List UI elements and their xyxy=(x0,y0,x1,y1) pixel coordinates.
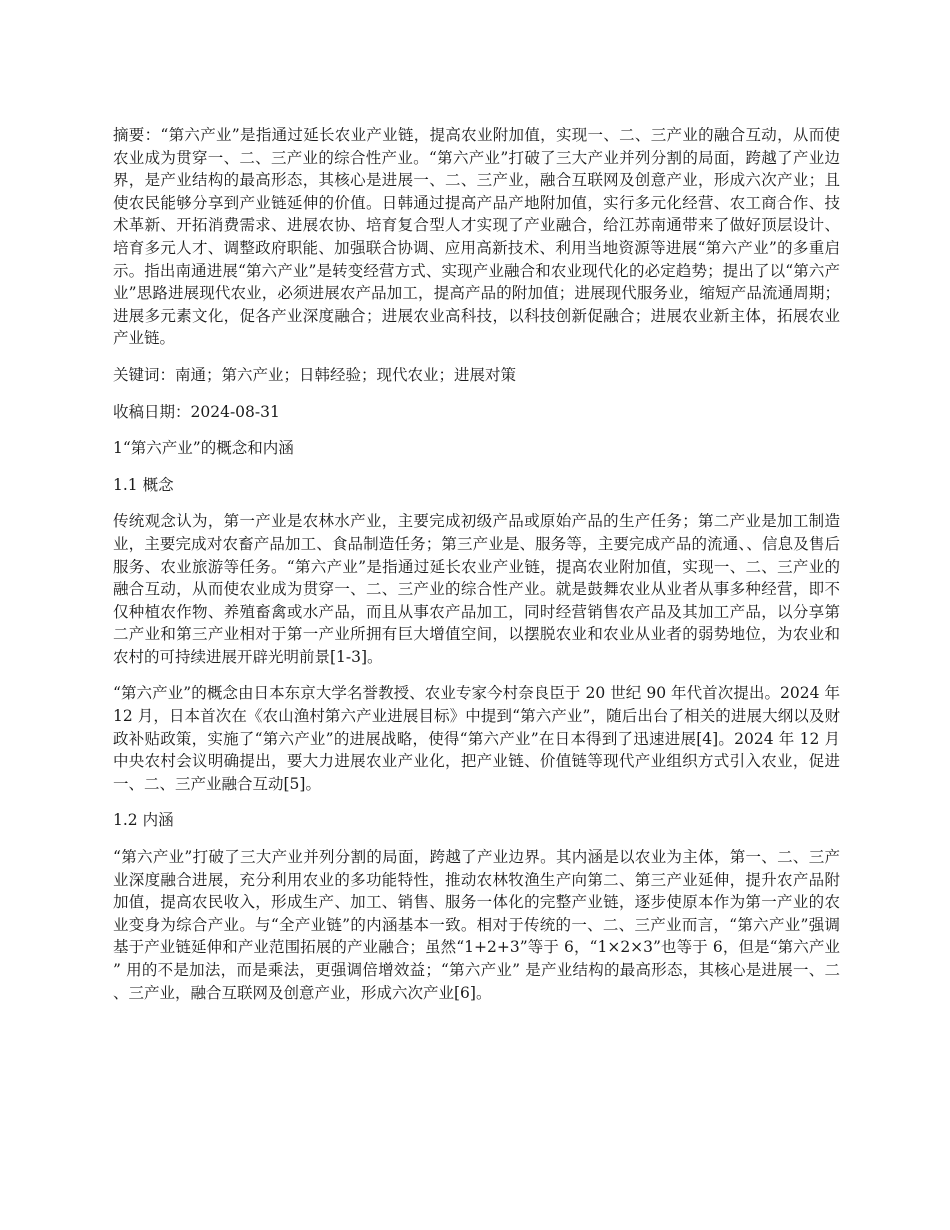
abstract-paragraph: 摘要：“第六产业”是指通过延长农业产业链，提高农业附加值，实现一、二、三产业的融合互动，从而使农业成为贯穿一、二、三产业的综合性产业。“第六产业”打破了三大产业并列分割的局面，跨越了产业边界，是产业结构的最高形态，其核心是进展一、二、三产业，融合互联网及创意产业，形成六次产业；且使农民能够分享到产业链延伸的价值。日韩通过提高产品产地附加值，实行多元化经营、农工商合作、技术革新、开拓消费需求、进展农协、培育复合型人才实现了产业融合，给江苏南通带来了做好顶层设计、培育多元人才、调整政府职能、加强联合协调、应用高新技术、利用当地资源等进展“第六产业”的多重启示。指出南通进展“第六产业”是转变经营方式、实现产业融合和农业现代化的必定趋势；提出了以“第六产业”思路进展现代农业，必须进展农产品加工，提高产品的附加值；进展现代服务业，缩短产品流通周期；进展多元素文化，促各产业深度融合；进展农业高科技，以科技创新促融合；进展农业新主体，拓展农业产业链。 xyxy=(113,126,840,348)
document-page xyxy=(113,124,840,1018)
section-1-heading: 1“第六产业”的概念和内涵 xyxy=(113,439,294,458)
concept-paragraph-2: “第六产业”的概念由日本东京大学名誉教授、农业专家今村奈良臣于 20 世纪 90 年代首次提出。2024 年 12 月，日本首次在《农山渔村第六产业进展目标》中提到“第六产业”，随后出台了相关的进展大纲以及财政补贴政策，实施了“第六产业”的进展战略，使得“第六产业”在日本得到了迅速进展[4]。2024 年 12 月中央农村会议明确提出，要大力进展农业产业化，把产业链、价值链等现代产业组织方式引入农业，促进一、二、三产业融合互动[5]。 xyxy=(113,684,840,793)
received-date: 收稿日期：2024-08-31 xyxy=(113,402,280,421)
concept-paragraph-1: 传统观念认为，第一产业是农林水产业，主要完成初级产品或原始产品的生产任务；第二产业是加工制造业，主要完成对农畜产品加工、食品制造任务；第三产业是、服务等，主要完成产品的流通、、信息及售后服务、农业旅游等任务。“第六产业”是指通过延长农业产业链，提高农业附加值，实现一、二、三产业的融合互动，从而使农业成为贯穿一、二、三产业的综合性产业。就是鼓舞农业从业者从事多种经营，即不仅种植农作物、养殖畜禽或水产品，而且从事农产品加工，同时经营销售农产品及其加工产品，以分享第二产业和第三产业相对于第一产业所拥有巨大增值空间，以摆脱农业和农业从业者的弱势地位，为农业和农村的可持续进展开辟光明前景[1-3]。 xyxy=(113,512,840,666)
keywords-line: 关键词：南通；第六产业；日韩经验；现代农业；进展对策 xyxy=(113,365,517,384)
section-1-2-heading: 1.2 内涵 xyxy=(113,811,174,830)
section-1-1-heading: 1.1 概念 xyxy=(113,475,174,494)
connotation-paragraph: “第六产业”打破了三大产业并列分割的局面，跨越了产业边界。其内涵是以农业为主体，第一、二、三产业深度融合进展，充分利用农业的多功能特性，推动农林牧渔生产向第二、第三产业延伸，提升农产品附加值，提高农民收入，形成生产、加工、销售、服务一体化的完整产业链，逐步使原本作为第一产业的农业变身为综合产业。与“全产业链”的内涵基本一致。相对于传统的一、二、三产业而言，“第六产业”强调基于产业链延伸和产业范围拓展的产业融合；虽然“1+2+3”等于 6，“1×2×3”也等于 6，但是“第六产业” 用的不是加法，而是乘法，更强调倍增效益；“第六产业” 是产业结构的最高形态，其核心是进展一、二、三产业，融合互联网及创意产业，形成六次产业[6]。 xyxy=(113,848,840,1002)
